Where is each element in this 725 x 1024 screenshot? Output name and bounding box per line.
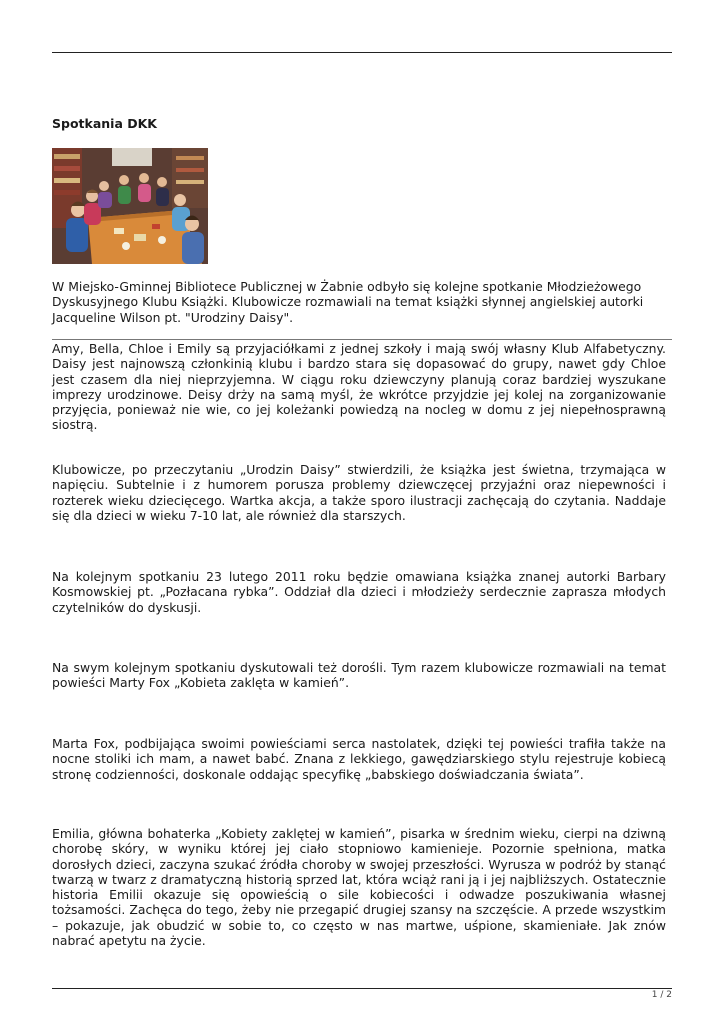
paragraph-intro: W Miejsko-Gminnej Bibliotece Publicznej w Żabnie odbyło się kolejne spotkanie Młodzieżowego Dyskusyjnego Klubu Książki. Klubowicze rozmawiali na temat książki słynnej angielskiej autorki Jacqueline Wilson pt. "Urodziny Daisy".	[52, 279, 644, 325]
book-club-photo	[52, 148, 208, 264]
paragraph-plot: Amy, Bella, Chloe i Emily są przyjaciółkami z jednej szkoły i mają swój własny Klub Alfabetyczny. Daisy jest najnowszą członkinią klubu i bardzo stara się dopasować do grupy, nawet gdy Chloe jest czasem dla niej nieprzyjemna. W ciągu roku dziewczyny planują coraz bardziej wyszukane imprezy urodzinowe. Deisy drży na samą myśl, że wkrótce przyjdzie jej kolej na zorganizowanie przyjęcia, ponieważ nie wie, co jej koleżanki powiedzą na nocleg w domu z jej niepełnosprawną siostrą.	[52, 341, 666, 433]
page-title: Spotkania DKK	[52, 116, 157, 131]
paragraph-review: Klubowicze, po przeczytaniu „Urodzin Daisy” stwierdzili, że książka jest świetna, trzymająca w napięciu. Subtelnie i z humorem porusza problemy dziewczęcej przyjaźni oraz niepewności i rozterek wieku dziecięcego. Wartka akcja, a także sporo ilustracji zachęcają do czytania. Naddaje się dla dzieci w wieku 7-10 lat, ale również dla starszych.	[52, 462, 666, 523]
paragraph-adults-meeting: Na swym kolejnym spotkaniu dyskutowali też dorośli. Tym razem klubowicze rozmawiali na temat powieści Marty Fox „Kobieta zaklęta w kamień”.	[52, 660, 666, 691]
page-number: 1 / 2	[651, 990, 672, 1000]
header-rule	[52, 52, 672, 53]
paragraph-heroine: Emilia, główna bohaterka „Kobiety zaklętej w kamień”, pisarka w średnim wieku, cierpi na dziwną chorobę skóry, w wyniku której jej ciało stopniowo kamienieje. Pozornie spełniona, matka dorosłych dzieci, zaczyna szukać źródła choroby w swojej przeszłości. Wyrusza w podróż by stanąć twarzą w twarz z dramatyczną historią sprzed lat, która wciąż rani ją i jej najbliższych. Ostatecznie historia Emilii okazuje się opowieścią o sile kobiecości i odwadze poszukiwania własnej tożsamości. Zachęca do tego, żeby nie przegapić drugiej szansy na szczęście. A przede wszystkim – pokazuje, jak obudzić w sobie to, co często w nas martwe, uśpione, skamieniałe. Jak znów nabrać apetytu na życie.	[52, 826, 666, 949]
paragraph-author: Marta Fox, podbijająca swoimi powieściami serca nastolatek, dzięki tej powieści trafiła także na nocne stoliki ich mam, a nawet babć. Znana z lekkiego, gawędziarskiego stylu rejestruje kobiecą stronę codzienności, doskonale oddając specyfikę „babskiego doświadczania świata”.	[52, 736, 666, 782]
paragraph-separator	[52, 339, 672, 340]
paragraph-next-meeting: Na kolejnym spotkaniu 23 lutego 2011 roku będzie omawiana książka znanej autorki Barbary Kosmowskiej pt. „Pozłacana rybka”. Oddział dla dzieci i młodzieży serdecznie zaprasza młodych czytelników do dyskusji.	[52, 569, 666, 615]
footer-rule	[52, 988, 672, 989]
